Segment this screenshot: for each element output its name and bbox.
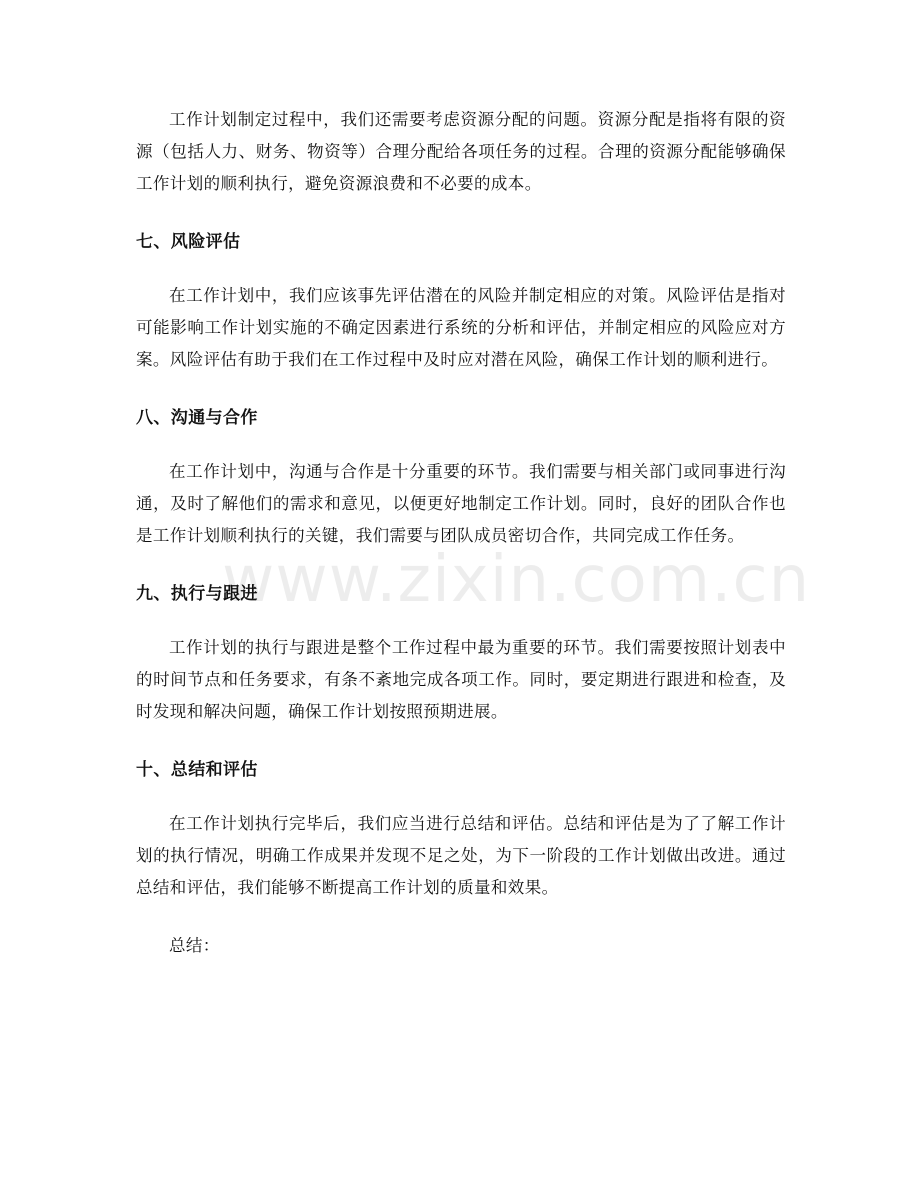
section-heading-execution: 九、执行与跟进 <box>136 584 258 604</box>
summary-label: 总结： <box>169 936 220 955</box>
section-paragraph-execution: 工作计划的执行与跟进是整个工作过程中最为重要的环节。我们需要按照计划表中的时间节点和任务要求，有条不紊地完成各项工作。同时，要定期进行跟进和检查，及时发现和解决问题，确保工作计划按照预期进展。 <box>136 638 786 721</box>
section-heading-communication: 八、沟通与合作 <box>136 408 258 428</box>
watermark-text: www.zixin.com.cn <box>222 543 811 617</box>
document-body <box>136 104 811 962</box>
section-paragraph-communication: 在工作计划中，沟通与合作是十分重要的环节。我们需要与相关部门或同事进行沟通，及时了解他们的需求和意见，以便更好地制定工作计划。同时，良好的团队合作也是工作计划顺利执行的关键，我们需要与团队成员密切合作，共同完成工作任务。 <box>136 462 786 545</box>
section-heading-risk-assessment: 七、风险评估 <box>136 232 241 252</box>
section-paragraph-summary-evaluation: 在工作计划执行完毕后，我们应当进行总结和评估。总结和评估是为了了解工作计划的执行情况，明确工作成果并发现不足之处，为下一阶段的工作计划做出改进。通过总结和评估，我们能够不断提高工作计划的质量和效果。 <box>136 814 786 897</box>
section-paragraph-risk-assessment: 在工作计划中，我们应该事先评估潜在的风险并制定相应的对策。风险评估是指对可能影响工作计划实施的不确定因素进行系统的分析和评估，并制定相应的风险应对方案。风险评估有助于我们在工作过程中及时应对潜在风险，确保工作计划的顺利进行。 <box>136 286 786 369</box>
intro-paragraph: 工作计划制定过程中，我们还需要考虑资源分配的问题。资源分配是指将有限的资源（包括人力、财务、物资等）合理分配给各项任务的过程。合理的资源分配能够确保工作计划的顺利执行，避免资源浪费和不必要的成本。 <box>136 110 786 193</box>
section-heading-summary-evaluation: 十、总结和评估 <box>136 760 258 780</box>
